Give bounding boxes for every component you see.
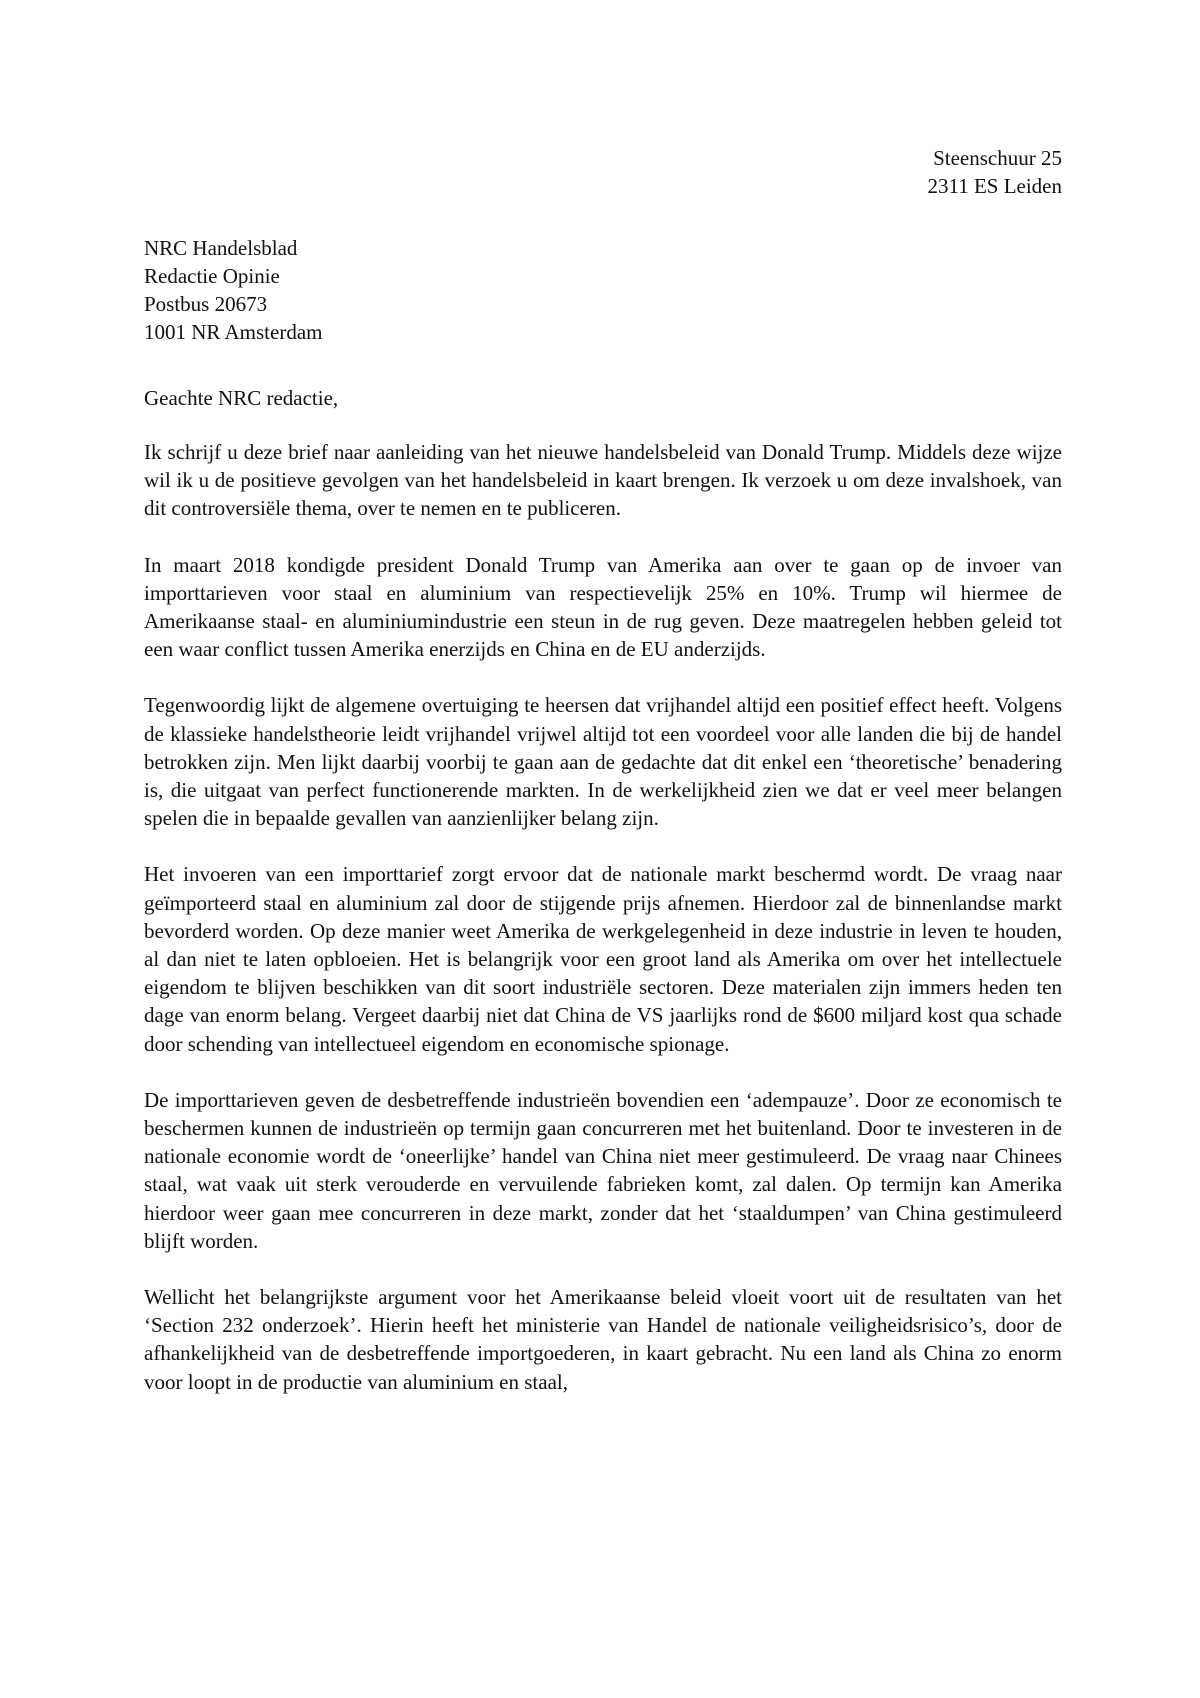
recipient-line-1: NRC Handelsblad <box>144 236 298 260</box>
paragraph-4: Het invoeren van een importtarief zorgt ervoor dat de nationale markt beschermd wordt. De vraag naar geïmporteerd staal en aluminium zal door de stijgende prijs afnemen. Hierdoor zal de binnenlandse markt bevorderd worden. Op deze manier weet Amerika de werkgelegenheid in deze industrie in leven te houden, al dan niet te laten opbloeien. Het is belangrijk voor een groot land als Amerika om over het intellectuele eigendom te blijven beschikken van dit soort industriële sectoren. Deze materialen zijn immers heden ten dage van enorm belang. Vergeet daarbij niet dat China de VS jaarlijks rond de $600 miljard kost qua schade door schending van intellectueel eigendom en economische spionage. <box>144 862 1062 1056</box>
paragraph-1: Ik schrijf u deze brief naar aanleiding van het nieuwe handelsbeleid van Donald Trump. Middels deze wijze wil ik u de positieve gevolgen van het handelsbeleid in kaart brengen. Ik verzoek u om deze invalshoek, van dit controversiële thema, over te nemen en te publiceren. <box>144 440 1062 521</box>
recipient-address <box>144 234 323 346</box>
sender-address <box>927 144 1062 200</box>
letter-body <box>144 438 1062 1396</box>
sender-postal-city: 2311 ES Leiden <box>927 174 1062 198</box>
paragraph-6: Wellicht het belangrijkste argument voor het Amerikaanse beleid vloeit voort uit de resultaten van het ‘Section 232 onderzoek’. Hierin heeft het ministerie van Handel de nationale veiligheidsrisico’s, door de afhankelijkheid van de desbetreffende importgoederen, in kaart gebracht. Nu een land als China zo enorm voor loopt in de productie van aluminium en staal, <box>144 1285 1062 1394</box>
recipient-line-4: 1001 NR Amsterdam <box>144 320 323 344</box>
salutation: Geachte NRC redactie, <box>144 386 339 410</box>
sender-street: Steenschuur 25 <box>933 146 1062 170</box>
paragraph-2: In maart 2018 kondigde president Donald Trump van Amerika aan over te gaan op de invoer van importtarieven voor staal en aluminium van respectievelijk 25% en 10%. Trump wil hiermee de Amerikaanse staal- en aluminiumindustrie een steun in de rug geven. Deze maatregelen hebben geleid tot een waar conflict tussen Amerika enerzijds en China en de EU anderzijds. <box>144 552 1062 662</box>
recipient-line-2: Redactie Opinie <box>144 264 280 288</box>
paragraph-5: De importtarieven geven de desbetreffende industrieën bovendien een ‘adempauze’. Door ze economisch te beschermen kunnen de industrieën op termijn gaan concurreren met het buitenland. Door te investeren in de nationale economie wordt de ‘oneerlijke’ handel van China niet meer gestimuleerd. De vraag naar Chinees staal, wat vaak uit sterk verouderde en vervuilende fabrieken komt, zal dalen. Op termijn kan Amerika hierdoor weer gaan mee concurreren in deze markt, zonder dat het ‘staaldumpen’ van China gestimuleerd blijft worden. <box>144 1087 1062 1253</box>
recipient-line-3: Postbus 20673 <box>144 292 268 316</box>
paragraph-3: Tegenwoordig lijkt de algemene overtuiging te heersen dat vrijhandel altijd een positief effect heeft. Volgens de klassieke handelstheorie leidt vrijhandel vrijwel altijd tot een voordeel voor alle landen die bij de handel betrokken zijn. Men lijkt daarbij voorbij te gaan aan de gedachte dat dit enkel een ‘theoretische’ benadering is, die uitgaat van perfect functionerende markten. In de werkelijkheid zien we dat er veel meer belangen spelen die in bepaalde gevallen van aanzienlijker belang zijn. <box>144 693 1062 831</box>
